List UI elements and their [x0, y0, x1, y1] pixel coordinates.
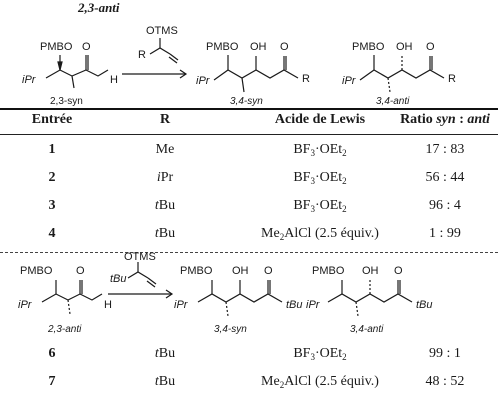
s1-reagent-otms: OTMS [146, 25, 178, 37]
s2-p2-oh: OH [362, 265, 379, 277]
s2-reactant-label: 2,3-anti [48, 324, 82, 335]
entry-number: 7 [48, 374, 56, 389]
table-header-rule [0, 134, 498, 135]
s2-reagent-r: tBu [110, 273, 127, 285]
table-top-rule [0, 108, 498, 110]
s1-reactant-pg: PMBO [40, 41, 73, 53]
syn-anti-ratio: 1 : 99 [429, 226, 461, 241]
lewis-acid: $Me_2AlCl$ (2.5 équiv.) [261, 374, 379, 390]
s1-p2-oh: OH [396, 41, 413, 53]
header-ratio: Ratio syn : anti [400, 112, 490, 127]
syn-anti-ratio: 96 : 4 [429, 198, 461, 213]
s1-p1-r: R [302, 73, 310, 85]
header-r: R [159, 112, 171, 127]
s2-reactant-o: O [76, 265, 85, 277]
substituent-r: tBu [154, 226, 176, 241]
entry-number: 6 [48, 346, 56, 361]
section-heading: 2,3-anti [78, 0, 120, 15]
s1-p2-pg: PMBO [352, 41, 385, 53]
s1-p1-ipr: iPr [196, 75, 210, 87]
s2-reactant-h: H [104, 299, 112, 311]
s2-p1-pg: PMBO [180, 265, 213, 277]
table-row [0, 142, 498, 162]
substituent-r: tBu [154, 374, 176, 389]
s2-p1-label: 3,4-syn [214, 324, 247, 335]
lewis-acid: $BF_3\cdot OEt_2$ [293, 142, 347, 158]
s1-reactant-ipr: iPr [22, 74, 36, 86]
table-row [0, 226, 498, 246]
s1-p2-o: O [426, 41, 435, 53]
s1-reactant-o: O [82, 41, 91, 53]
s1-p1-o: O [280, 41, 289, 53]
syn-anti-ratio: 56 : 44 [425, 170, 465, 185]
s1-p2-ipr: iPr [342, 75, 356, 87]
table-header-row [0, 112, 498, 132]
lewis-acid: $Me_2AlCl$ (2.5 équiv.) [261, 226, 379, 242]
table-row [0, 170, 498, 190]
substituent-r: iPr [156, 170, 174, 185]
s2-p2-ipr: iPr [306, 299, 320, 311]
table-row [0, 198, 498, 218]
syn-anti-ratio: 17 : 83 [425, 142, 465, 157]
s1-reagent-r: R [138, 49, 146, 61]
s2-p1-ipr: iPr [174, 299, 188, 311]
table-row [0, 374, 498, 394]
s1-p1-oh: OH [250, 41, 267, 53]
reaction-scheme-bottom [0, 252, 498, 342]
s1-p2-label: 3,4-anti [376, 96, 410, 107]
substituent-r: tBu [154, 198, 176, 213]
s1-reactant-h: H [110, 74, 118, 86]
lewis-acid: $BF_3\cdot OEt_2$ [293, 170, 347, 186]
reaction-scheme-top [0, 0, 498, 110]
entry-number: 1 [48, 142, 56, 157]
s2-p1-o: O [264, 265, 273, 277]
s2-p2-pg: PMBO [312, 265, 345, 277]
s1-reactant-label: 2,3-syn [50, 96, 83, 107]
syn-anti-ratio: 99 : 1 [429, 346, 461, 361]
lewis-acid: $BF_3\cdot OEt_2$ [293, 198, 347, 214]
lewis-acid: $BF_3\cdot OEt_2$ [293, 346, 347, 362]
s1-p1-pg: PMBO [206, 41, 239, 53]
s1-p1-label: 3,4-syn [230, 96, 263, 107]
s2-reagent-otms: OTMS [124, 252, 156, 263]
entry-number: 3 [48, 198, 56, 213]
s2-p2-r: tBu [416, 299, 433, 311]
s2-p1-oh: OH [232, 265, 249, 277]
s2-reactant-ipr: iPr [18, 299, 32, 311]
s2-reactant-pg: PMBO [20, 265, 53, 277]
s1-p2-r: R [448, 73, 456, 85]
s2-p2-o: O [394, 265, 403, 277]
entry-number: 4 [48, 226, 56, 241]
substituent-r: Me [155, 142, 175, 157]
header-entry: Entrée [31, 112, 73, 127]
s2-p1-r: tBu [286, 299, 303, 311]
s2-p2-label: 3,4-anti [350, 324, 384, 335]
entry-number: 2 [48, 170, 56, 185]
syn-anti-ratio: 48 : 52 [425, 374, 465, 389]
substituent-r: tBu [154, 346, 176, 361]
header-lewis-acid: Acide de Lewis [274, 112, 366, 127]
table-row [0, 346, 498, 366]
